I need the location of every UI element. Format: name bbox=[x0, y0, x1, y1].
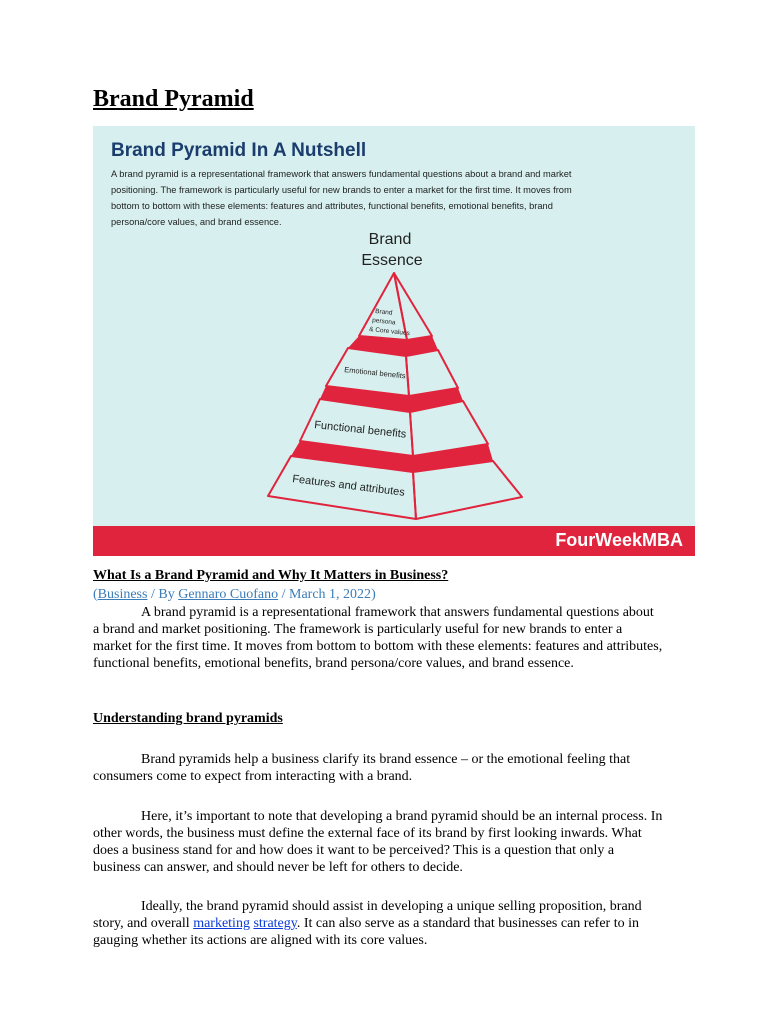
para3-start: Ideally, the brand pyramid should assist in developing a unique selling proposition, brand story, and overall bbox=[93, 899, 642, 931]
fourweekmba-logo: FourWeekMBA bbox=[555, 530, 683, 550]
meta-close-paren: ) bbox=[371, 587, 376, 602]
meta-open-paren: ( bbox=[93, 587, 98, 602]
apex-label-brand: Brand bbox=[368, 231, 412, 248]
author-link[interactable]: Gennaro Cuofano bbox=[178, 587, 279, 602]
intro-paragraph: A brand pyramid is a representational framework that answers fundamental questions about a brand and market positioning. The framework is particularly useful for new brands to enter a market for the first time. It moves from bottom to bottom with these elements: features and attributes, functional benefits, emotional benefits, brand persona/core values, and brand essence. bbox=[93, 605, 663, 671]
band-3 bbox=[291, 441, 493, 472]
level-functional: Functional benefits bbox=[313, 419, 407, 441]
apex-label-essence: Essence bbox=[361, 252, 423, 269]
marketing-link[interactable]: marketing bbox=[193, 916, 250, 931]
paragraph-usp bbox=[93, 898, 663, 949]
level-persona-line1: Brand bbox=[374, 308, 393, 317]
pyramid-diagram bbox=[93, 126, 695, 526]
paragraph-internal-process: Here, it’s important to note that developing a brand pyramid should be an internal process. In other words, the business must define the external face of its brand by first looking inwards. What does a business stand for and how does it want to be perceived? This is a question that only a business can answer, and should never be left for others to decide. bbox=[93, 809, 663, 875]
section-heading: Understanding brand pyramids bbox=[93, 711, 283, 726]
infographic-footer-bar bbox=[93, 526, 695, 556]
para3-end: . It can also serve as a standard that businesses can refer to in gauging whether its actions are aligned with its core values. bbox=[93, 916, 639, 948]
article-meta bbox=[93, 587, 376, 603]
level-persona-line3: & Core values bbox=[368, 326, 411, 338]
strategy-link[interactable]: strategy bbox=[253, 916, 297, 931]
level-features: Features and attributes bbox=[291, 473, 406, 499]
infographic-heading: Brand Pyramid In A Nutshell bbox=[111, 140, 367, 161]
meta-date-sep: / bbox=[278, 587, 290, 602]
brand-pyramid-infographic bbox=[93, 126, 695, 556]
page-title: Brand Pyramid bbox=[93, 86, 254, 112]
category-link[interactable]: Business bbox=[97, 587, 148, 602]
level-persona-line2: persona bbox=[371, 317, 396, 327]
article-title: What Is a Brand Pyramid and Why It Matters in Business? bbox=[93, 568, 449, 583]
paragraph-brand-essence: Brand pyramids help a business clarify its brand essence – or the emotional feeling that consumers come to expect from interacting with a brand. bbox=[93, 752, 631, 784]
infographic-description: A brand pyramid is a representational framework that answers fundamental questions about a brand and market positioning. The framework is particularly useful for new brands to enter a market for the first time. It moves from bottom to bottom with these elements: features and attributes, functional benefits, emotional benefits, brand persona/core values, and brand essence. bbox=[111, 169, 572, 227]
pyramid-bands bbox=[291, 336, 493, 472]
tier-2-right bbox=[406, 350, 458, 396]
publish-date: March 1, 2022 bbox=[289, 587, 372, 602]
level-emotional: Emotional benefits bbox=[343, 365, 407, 381]
meta-by: / By bbox=[147, 587, 179, 602]
